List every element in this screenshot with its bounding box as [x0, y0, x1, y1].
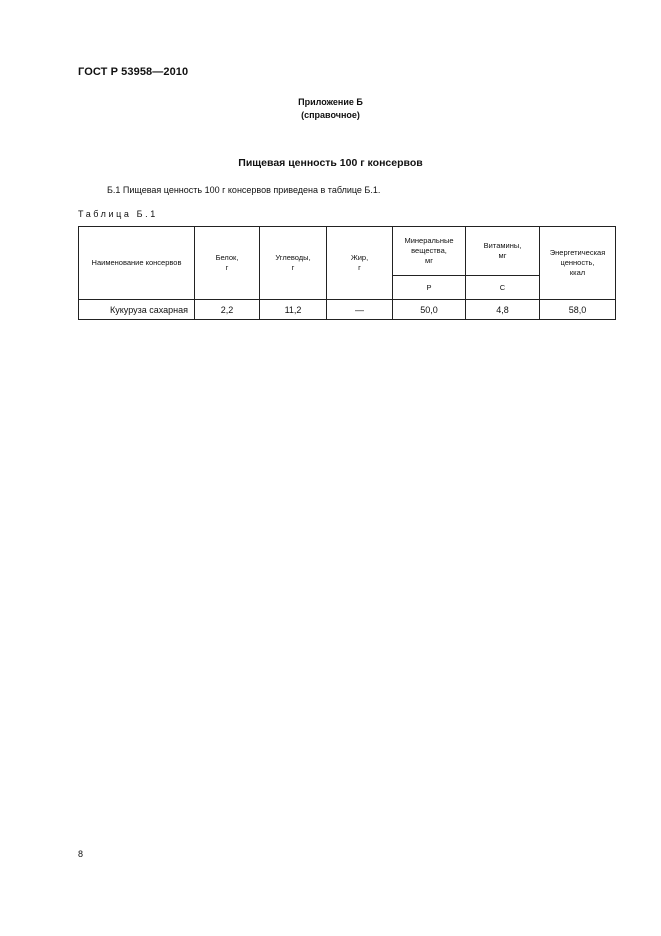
- header-carbs-line1: Углеводы,: [275, 253, 311, 262]
- cell-energy: 58,0: [540, 300, 616, 320]
- header-vitamins: [466, 227, 540, 276]
- header-carbs: [260, 227, 327, 300]
- header-energy-line2: ценность,: [560, 258, 595, 267]
- header-protein-line1: Белок,: [215, 253, 239, 262]
- header-fat: [327, 227, 393, 300]
- cell-protein: 2,2: [195, 300, 260, 320]
- header-energy: [540, 227, 616, 300]
- header-protein-line2: г: [225, 263, 229, 272]
- header-vitamins-line2: мг: [498, 251, 507, 260]
- header-fat-line2: г: [358, 263, 361, 272]
- header-energy-line3: ккал: [569, 268, 586, 277]
- cell-phosphorus: 50,0: [393, 300, 466, 320]
- cell-vitamin-c: 4,8: [466, 300, 540, 320]
- table-row: [79, 300, 616, 320]
- cell-name: Кукуруза сахарная: [79, 300, 195, 320]
- header-minerals-line3: мг: [425, 256, 433, 265]
- annex-title: Приложение Б: [298, 97, 363, 107]
- header-energy-line1: Энергетическая: [549, 248, 606, 257]
- page-number: 8: [78, 849, 84, 859]
- section-paragraph: Б.1 Пищевая ценность 100 г консервов приведена в таблице Б.1.: [107, 185, 381, 195]
- header-name-text: Наименование консервов: [91, 258, 182, 267]
- annex-heading: [0, 96, 661, 122]
- header-fat-line1: Жир,: [350, 253, 369, 262]
- header-vitamins-sub: C: [466, 276, 540, 300]
- annex-subtitle: (справочное): [301, 110, 360, 120]
- cell-fat: —: [327, 300, 393, 320]
- cell-carbs: 11,2: [260, 300, 327, 320]
- header-minerals-line1: Минеральные: [404, 236, 454, 245]
- section-title: Пищевая ценность 100 г консервов: [238, 157, 423, 169]
- document-code: ГОСТ Р 53958—2010: [78, 66, 189, 78]
- header-carbs-line2: г: [291, 263, 295, 272]
- header-minerals-sub: P: [393, 276, 466, 300]
- header-vitamins-line1: Витамины,: [483, 241, 522, 250]
- header-minerals-line2: вещества,: [411, 246, 447, 255]
- header-name: [79, 227, 195, 300]
- nutrition-table: [78, 226, 616, 320]
- table-caption: Таблица Б.1: [78, 209, 158, 219]
- header-minerals: [393, 227, 466, 276]
- header-protein: [195, 227, 260, 300]
